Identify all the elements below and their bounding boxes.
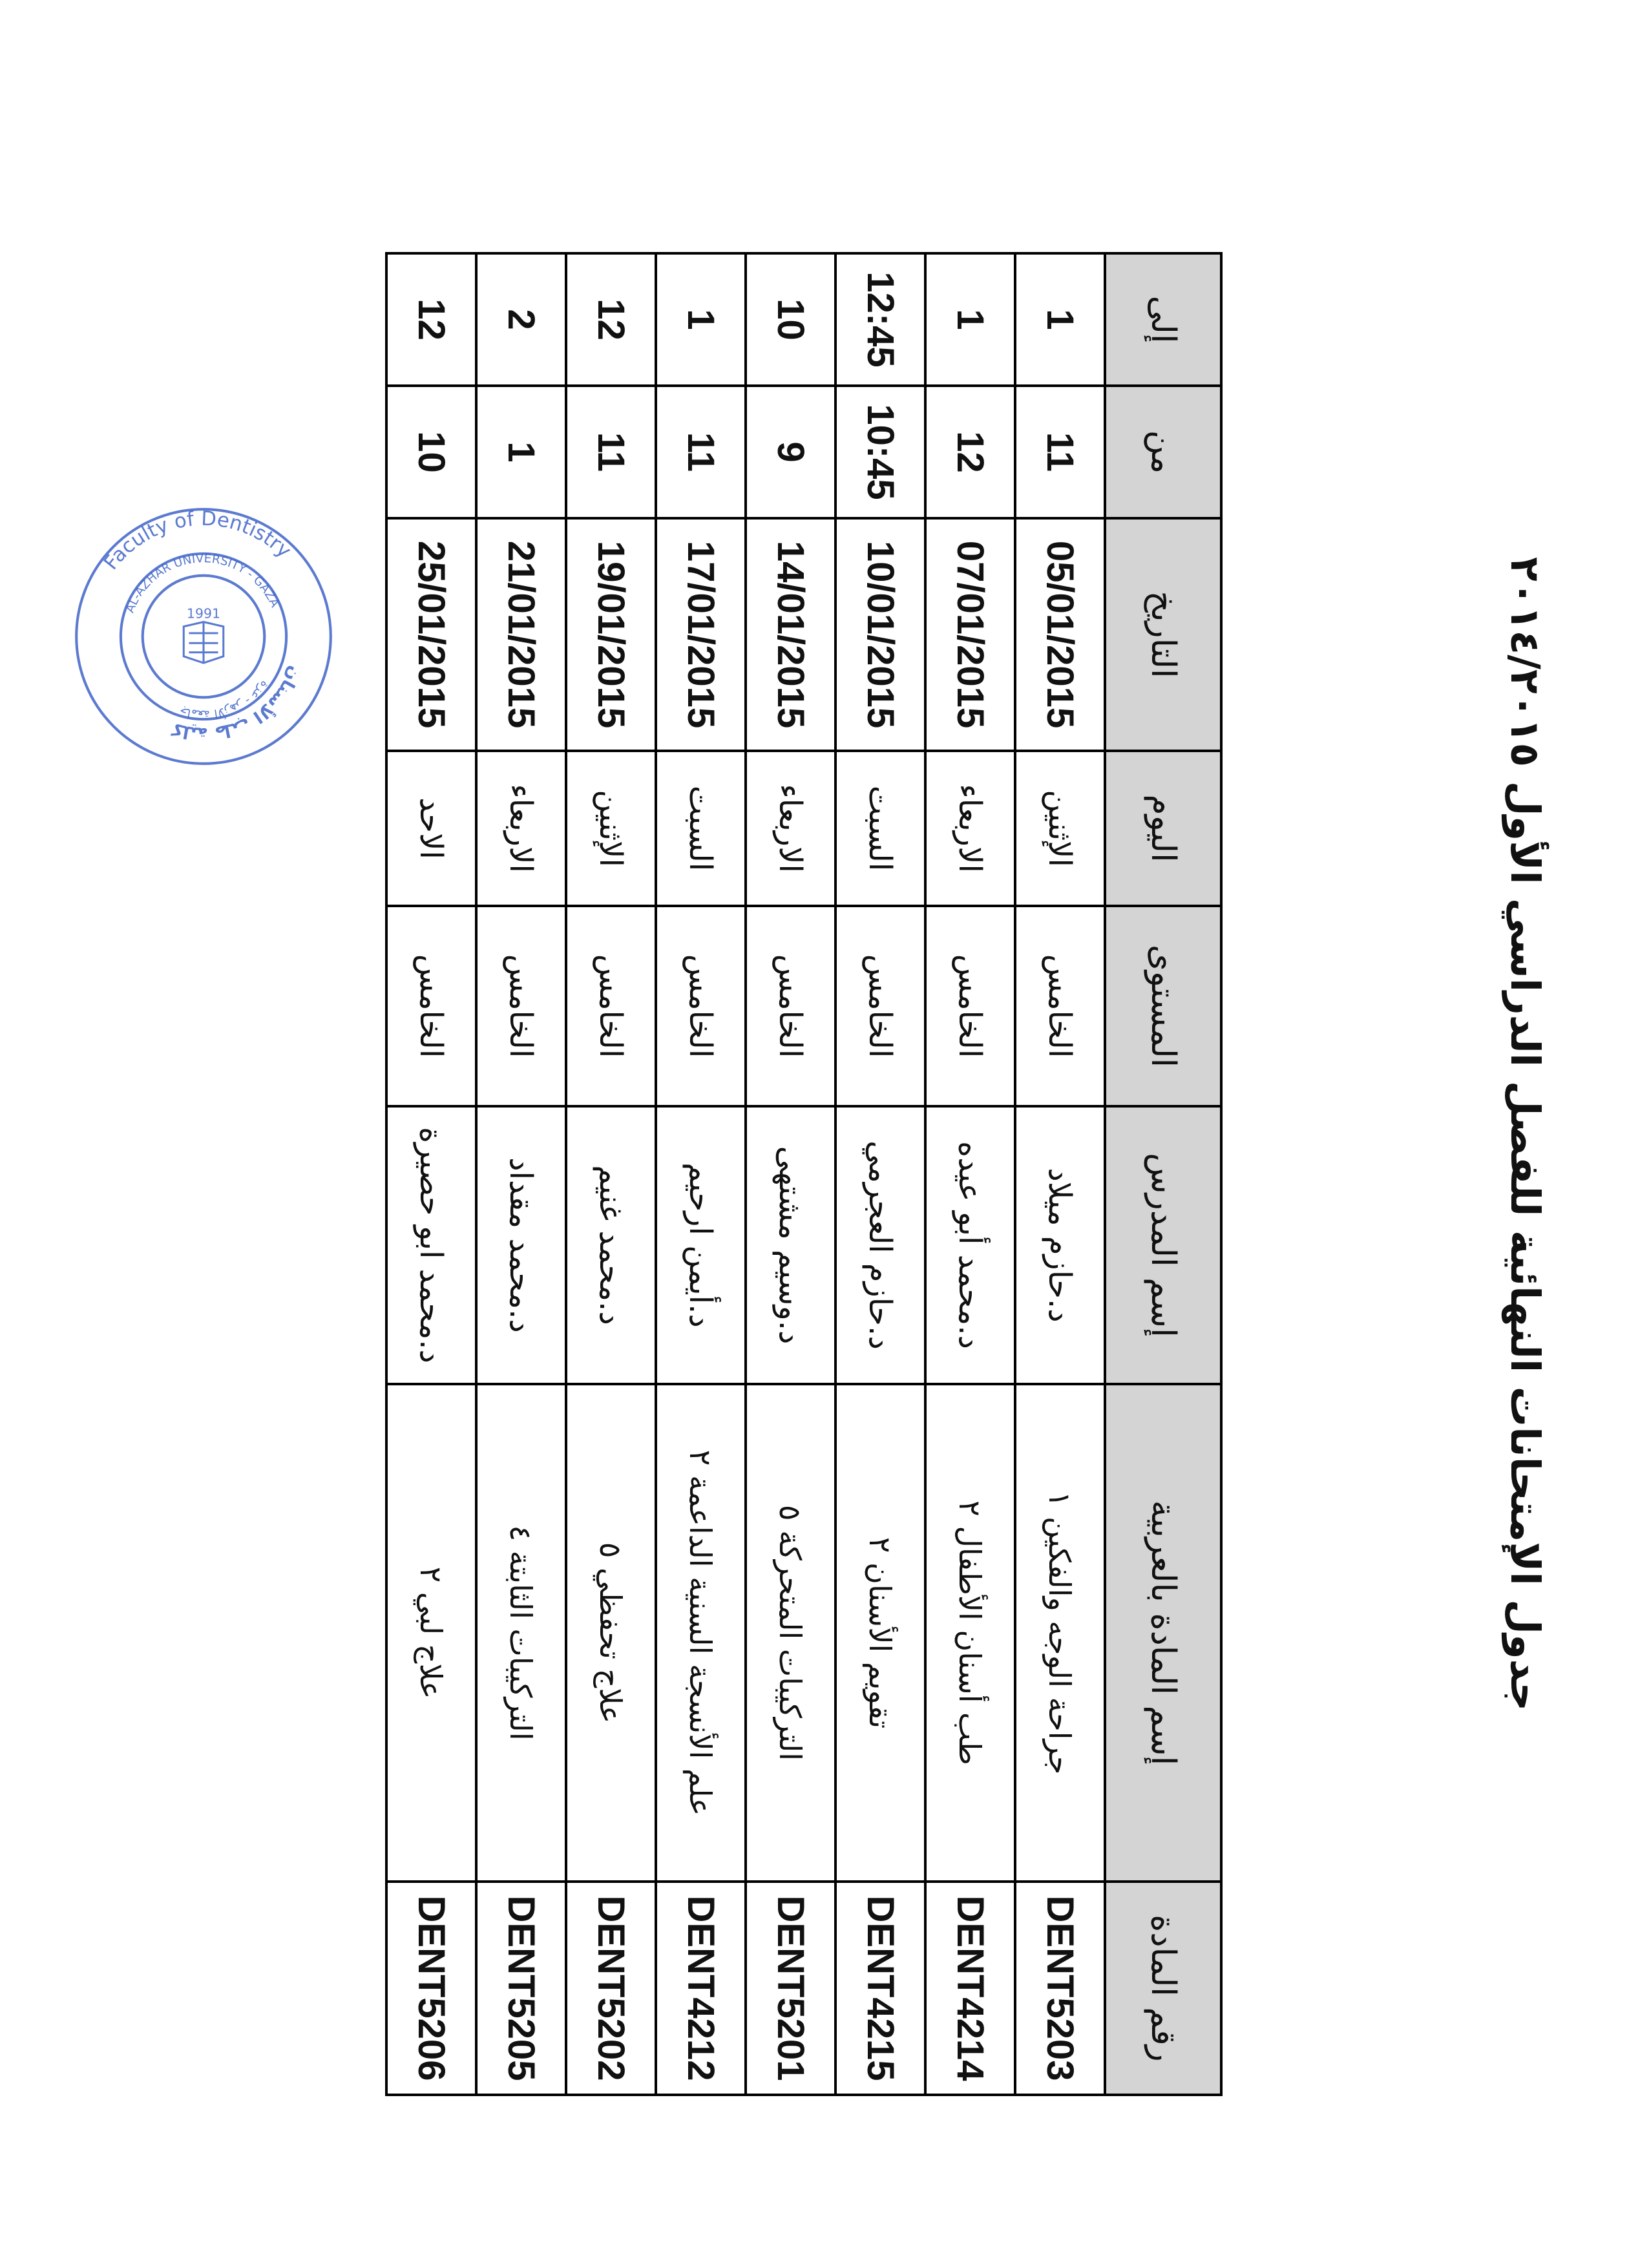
from-time-cell: 11 [656,386,746,518]
course-code-cell: DENT5201 [746,1882,835,2095]
day-cell: السبت [656,751,746,906]
to-time-cell: 12 [386,253,476,386]
table-row [746,253,835,2095]
date-cell: 05/01/2015 [1015,518,1105,751]
from-time-cell: 10 [386,386,476,518]
instructor-cell: د.محمد غنيم [566,1106,656,1384]
date-cell: 14/01/2015 [746,518,835,751]
day-cell: الاربعاء [746,751,835,906]
table-row [925,253,1015,2095]
date-cell: 07/01/2015 [925,518,1015,751]
from-time-cell: 11 [1015,386,1105,518]
level-cell: الخامس [476,906,566,1106]
course-code-cell: DENT5203 [1015,1882,1105,2095]
to-time-cell: 1 [656,253,746,386]
level-cell: الخامس [1015,906,1105,1106]
stamp-english-outer-text: Faculty of Dentistry [99,507,296,574]
level-cell: الخامس [925,906,1015,1106]
instructor-cell: د.محمد مقداد [476,1106,566,1384]
to-time-cell: 2 [476,253,566,386]
course-name-cell: جراحة الوجه والفكين ١ [1015,1384,1105,1882]
stamp-university-text: AL-AZHAR UNIVERSITY - GAZA [123,552,282,615]
level-cell: الخامس [656,906,746,1106]
header-code: رقم المادة [1105,1882,1221,2095]
date-cell: 21/01/2015 [476,518,566,751]
table-row [566,253,656,2095]
level-cell: الخامس [386,906,476,1106]
course-code-cell: DENT4214 [925,1882,1015,2095]
date-cell: 17/01/2015 [656,518,746,751]
page-title: جدول الإمتحانات النهائية للفصل الدراسي الأول ٢٠١٤/٢٠١٥ [1502,556,1549,1712]
level-cell: الخامس [746,906,835,1106]
day-cell: الاربعاء [925,751,1015,906]
from-time-cell: 10:45 [835,386,925,518]
header-date: التاريخ [1105,518,1221,751]
table-row [1015,253,1105,2095]
instructor-cell: د.محمد أبو عيده [925,1106,1015,1384]
stamp-emblem-icon [184,622,224,663]
exam-schedule-table [385,252,1223,2096]
to-time-cell: 1 [925,253,1015,386]
date-cell: 19/01/2015 [566,518,656,751]
level-cell: الخامس [835,906,925,1106]
header-from: من [1105,386,1221,518]
table-row [476,253,566,2095]
day-cell: الاربعاء [476,751,566,906]
course-code-cell: DENT5206 [386,1882,476,2095]
day-cell: الإثنين [566,751,656,906]
from-time-cell: 9 [746,386,835,518]
header-day: اليوم [1105,751,1221,906]
header-level: المستوى [1105,906,1221,1106]
stamp-arabic-text: كلية طب الأسنان [169,663,306,744]
level-cell: الخامس [566,906,656,1106]
course-name-cell: طب أسنان الأطفال ٢ [925,1384,1015,1882]
table-header-row [1105,253,1221,2095]
header-course: إسم المادة بالعربية [1105,1384,1221,1882]
date-cell: 25/01/2015 [386,518,476,751]
instructor-cell: د.محمد ابو حصيرة [386,1106,476,1384]
table-row [656,253,746,2095]
from-time-cell: 12 [925,386,1015,518]
to-time-cell: 1 [1015,253,1105,386]
to-time-cell: 10 [746,253,835,386]
course-name-cell: تقويم الأسنان ٢ [835,1384,925,1882]
course-name-cell: علاج تحفظي ٥ [566,1384,656,1882]
course-name-cell: علم الأنسجة السنية الداعمة ٢ [656,1384,746,1882]
from-time-cell: 11 [566,386,656,518]
course-name-cell: التركيبات الثابتة ٤ [476,1384,566,1882]
header-instructor: إسم المدرس [1105,1106,1221,1384]
course-code-cell: DENT4215 [835,1882,925,2095]
to-time-cell: 12 [566,253,656,386]
course-name-cell: التركيبات المتحركة ٥ [746,1384,835,1882]
instructor-cell: د.أيمن ارحيم [656,1106,746,1384]
instructor-cell: د.حازم العجرمي [835,1106,925,1384]
instructor-cell: د.وسيم مشتهى [746,1106,835,1384]
day-cell: السبت [835,751,925,906]
header-to: إلى [1105,253,1221,386]
table-row [386,253,476,2095]
stamp-year-text: 1991 [186,605,221,622]
date-cell: 10/01/2015 [835,518,925,751]
to-time-cell: 12:45 [835,253,925,386]
from-time-cell: 1 [476,386,566,518]
course-code-cell: DENT5205 [476,1882,566,2095]
faculty-stamp [71,504,336,769]
instructor-cell: د.حازم ميلاد [1015,1106,1105,1384]
stamp-arabic-university-text: جامعة الأزهر - غزة [178,678,272,721]
table-row [835,253,925,2095]
day-cell: الإثنين [1015,751,1105,906]
course-code-cell: DENT5202 [566,1882,656,2095]
course-code-cell: DENT4212 [656,1882,746,2095]
day-cell: الاحد [386,751,476,906]
course-name-cell: علاج لبي ٢ [386,1384,476,1882]
